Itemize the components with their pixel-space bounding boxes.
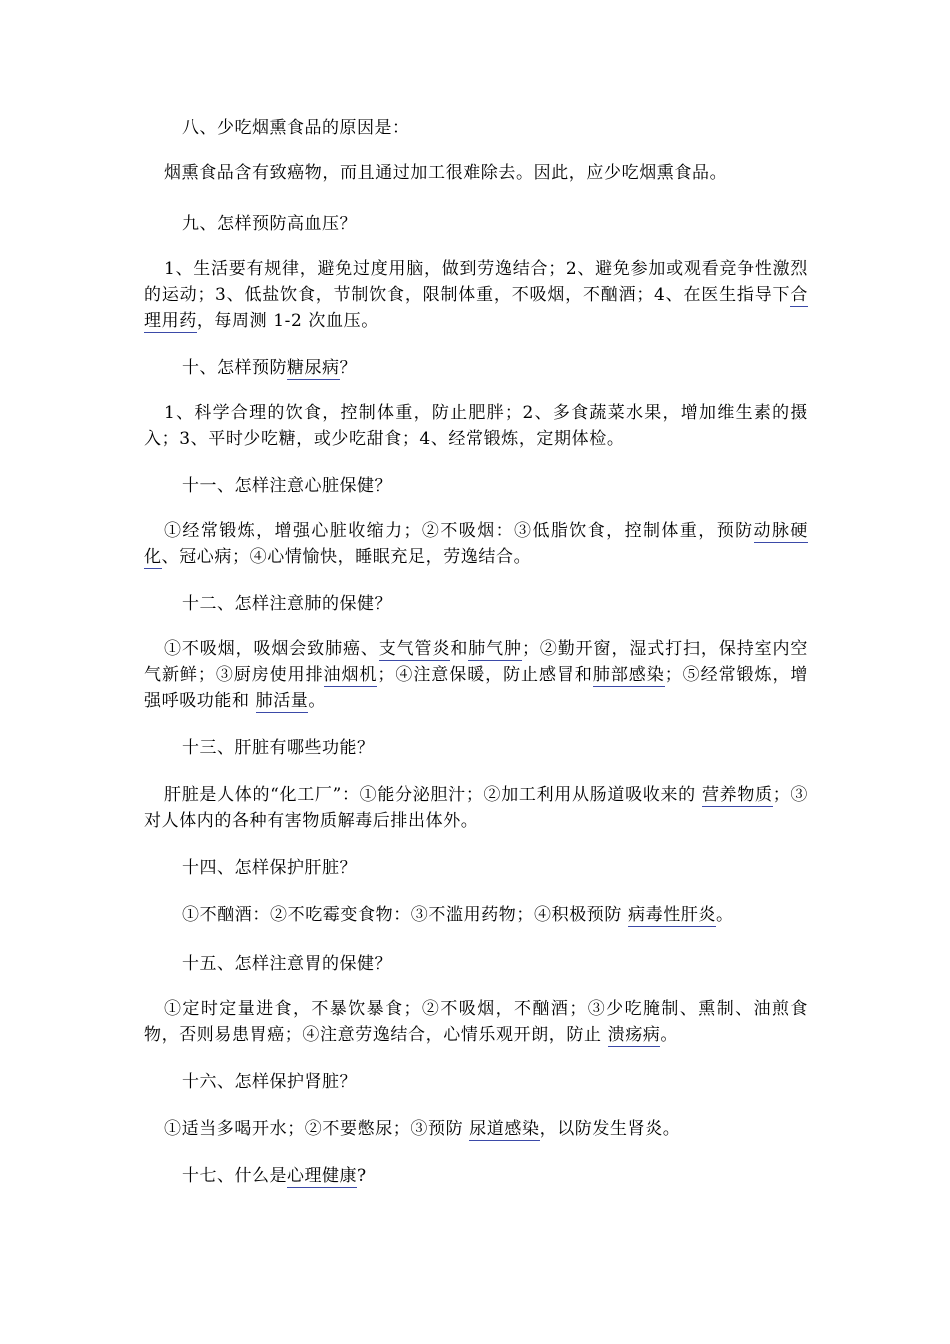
heading-text: ? [357,1166,367,1186]
keyword-link[interactable]: 溃疡病 [607,1025,661,1045]
keyword-link[interactable]: 营养物质 [701,785,773,805]
paragraph-text: 肝脏是人体的“化工厂”：①能分泌胆汁；②加工利用从肠道吸收来的 [164,785,702,805]
paragraph-text: ①不酗酒：②不吃霉变食物：③不滥用药物；④积极预防 [182,905,629,925]
heading-text: 十、怎样预防 [182,358,287,378]
paragraph-text: 。 [308,691,327,711]
section-heading: 十一、怎样注意心脏保健？ [182,476,392,496]
section-heading: 十六、怎样保护肾脏？ [182,1072,357,1092]
section-paragraph [144,400,808,452]
paragraph-text: ；②勤开窗，湿式打扫，保持室内空气新鲜；③厨房使用排 [144,639,809,685]
section-paragraph [144,996,808,1048]
section-paragraph [144,160,808,186]
paragraph-text: 1、生活要有规律，避免过度用脑，做到劳逸结合；2、避免参加或观看竞争性激烈的运动；3、低盐饮食，节制饮食，限制体重，不吸烟，不酗酒；4、在医生指导下 [144,259,808,305]
section-heading [182,1164,367,1188]
section-paragraph [144,256,808,334]
paragraph-text: 烟熏食品含有致癌物，而且通过加工很难除去。因此，应少吃烟熏食品。 [164,163,728,183]
paragraph-text: ，以防发生肾炎。 [539,1119,681,1139]
section-heading [182,356,357,380]
paragraph-text: ，每周测 1-2 次血压。 [196,311,379,331]
paragraph-text: ①不吸烟，吸烟会致肺癌、 [164,639,379,659]
keyword-link[interactable]: 心理健康 [287,1166,357,1186]
paragraph-text: ①经常锻炼，增强心脏收缩力；②不吸烟：③低脂饮食，控制体重，预防 [164,521,754,541]
keyword-link[interactable]: 合理用药 [144,285,808,331]
keyword-link[interactable]: 支气管炎 [378,639,451,659]
keyword-link[interactable]: 肺气肿 [468,639,522,659]
keyword-link[interactable]: 糖尿病 [287,358,340,378]
section-paragraph [144,782,808,834]
section-heading: 十四、怎样保护肝脏？ [182,858,357,878]
keyword-link[interactable]: 肺部感染 [592,665,665,685]
keyword-link[interactable]: 动脉硬化 [144,521,808,567]
paragraph-text: ；④注意保暖，防止感冒和 [377,665,593,685]
section-heading: 八、少吃烟熏食品的原因是： [182,118,410,138]
paragraph-text: 。 [716,905,734,925]
section-paragraph [144,518,808,570]
section-paragraph [144,1116,808,1142]
paragraph-text: ；⑤经常锻炼，增强呼吸功能和 [144,665,809,711]
heading-text: ？ [339,358,357,378]
paragraph-text: ；③对人体内的各种有害物质解毒后排出体外。 [144,785,809,831]
keyword-link[interactable]: 肺活量 [255,691,309,711]
paragraph-text: 1、科学合理的饮食，控制体重，防止肥胖；2、多食蔬菜水果，增加维生素的摄入；3、平时少吃糖，或少吃甜食；4、经常锻炼，定期体检。 [144,403,808,449]
paragraph-text: ①定时定量进食，不暴饮暴食；②不吸烟，不酗酒；③少吃腌制、熏制、油煎食物，否则易患胃癌；④注意劳逸结合，心情乐观开朗，防止 [144,999,808,1045]
section-paragraph [144,902,808,928]
section-heading: 十五、怎样注意胃的保健？ [182,954,392,974]
paragraph-text: ①适当多喝开水；②不要憋尿；③预防 [164,1119,470,1139]
section-heading: 九、怎样预防高血压？ [182,214,357,234]
keyword-link[interactable]: 尿道感染 [469,1119,540,1139]
paragraph-text: 、冠心病；④心情愉快，睡眠充足，劳逸结合。 [161,547,532,567]
section-heading: 十三、肝脏有哪些功能？ [182,738,375,758]
paragraph-text: 。 [660,1025,679,1045]
keyword-link[interactable]: 油烟机 [323,665,378,685]
section-heading: 十二、怎样注意肺的保健？ [182,594,392,614]
paragraph-text: 和 [450,639,469,659]
section-paragraph [144,636,808,714]
heading-text: 十七、什么是 [182,1166,287,1186]
keyword-link[interactable]: 病毒性肝炎 [628,905,717,925]
